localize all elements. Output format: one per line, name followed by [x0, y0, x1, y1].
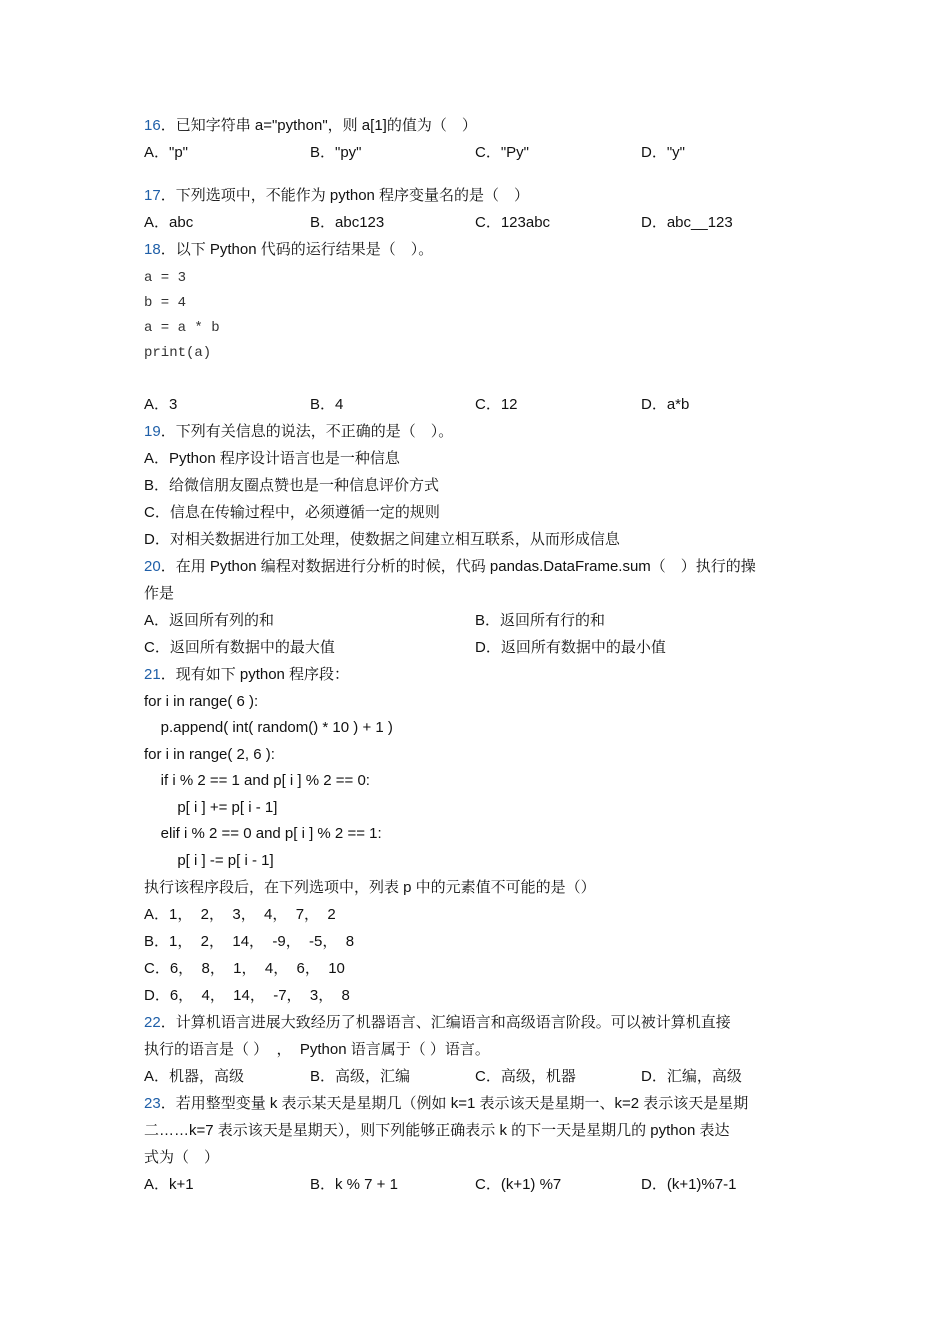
option-b: B．"py" — [310, 144, 362, 161]
option-a: A．Python 程序设计语言也是一种信息 — [144, 450, 400, 467]
option-d: D．(k+1)%7-1 — [641, 1176, 737, 1193]
question-number: 16 — [144, 117, 161, 134]
option-b: B．给微信朋友圈点赞也是一种信息评价方式 — [144, 477, 440, 494]
code-line: p.append( int( random() * 10 ) + 1 ) — [144, 719, 393, 736]
option-d: D．a*b — [641, 396, 690, 413]
question-number: 23 — [144, 1095, 161, 1112]
option-c: C．返回所有数据中的最大值 — [144, 639, 335, 656]
question-22-stem — [144, 1013, 731, 1033]
option-b: B．abc123 — [310, 214, 385, 231]
option-a: A．abc — [144, 214, 194, 231]
option-b: B．k % 7 + 1 — [310, 1176, 398, 1193]
code-line: for i in range( 2, 6 ): — [144, 746, 275, 763]
option-b: B．返回所有行的和 — [475, 612, 606, 629]
code-line: a = 3 — [144, 270, 187, 286]
question-text: ．已知字符串 a="python"，则 a[1]的值为（ ） — [160, 117, 477, 134]
option-b: B．高级，汇编 — [310, 1068, 411, 1085]
code-line: a = a * b — [144, 320, 220, 336]
option-c: C．"Py" — [475, 144, 529, 161]
question-text-continued: 二……k=7 表示该天是星期天），则下列能够正确表示 k 的下一天是星期几的 python 表达 — [144, 1122, 730, 1139]
option-d: D．abc__123 — [641, 214, 733, 231]
option-c: C．(k+1) %7 — [475, 1176, 562, 1193]
code-line: p[ i ] += p[ i - 1] — [144, 799, 278, 816]
option-c: C．信息在传输过程中，必须遵循一定的规则 — [144, 504, 440, 521]
option-d: D．汇编，高级 — [641, 1068, 742, 1085]
code-line: elif i % 2 == 0 and p[ i ] % 2 == 1: — [144, 825, 382, 842]
option-c: C．高级，机器 — [475, 1068, 576, 1085]
question-text-continued: 执行该程序段后，在下列选项中，列表 p 中的元素值不可能的是（） — [144, 879, 596, 896]
question-text: ．下列有关信息的说法，不正确的是（ ）。 — [160, 423, 454, 440]
question-number: 20 — [144, 558, 161, 575]
option-a: A．"p" — [144, 144, 188, 161]
option-d: D．"y" — [641, 144, 685, 161]
question-number: 21 — [144, 666, 161, 683]
option-d: D．返回所有数据中的最小值 — [475, 639, 666, 656]
option-d: D．对相关数据进行加工处理，使数据之间建立相互联系，从而形成信息 — [144, 531, 620, 548]
question-20-stem — [144, 557, 756, 577]
option-a: A．1， 2， 3， 4， 7， 2 — [144, 906, 336, 923]
option-a: A．3 — [144, 396, 178, 413]
question-text: ．以下 Python 代码的运行结果是（ ）。 — [160, 241, 434, 258]
question-17-stem — [144, 186, 529, 206]
question-text: ．现有如下 python 程序段： — [160, 666, 350, 683]
code-line: print(a) — [144, 345, 212, 361]
option-c: C．123abc — [475, 214, 551, 231]
option-d: D．6， 4， 14， -7， 3， 8 — [144, 987, 350, 1004]
question-21-stem — [144, 665, 349, 685]
question-text: ．下列选项中，不能作为 python 程序变量名的是（ ） — [160, 187, 530, 204]
option-c: C．6， 8， 1， 4， 6， 10 — [144, 960, 345, 977]
option-a: A．机器，高级 — [144, 1068, 245, 1085]
question-16-stem — [144, 116, 477, 136]
question-text-continued: 作是 — [144, 585, 175, 602]
option-b: B．1， 2， 14， -9， -5， 8 — [144, 933, 355, 950]
option-a: A．k+1 — [144, 1176, 194, 1193]
option-a: A．返回所有列的和 — [144, 612, 275, 629]
question-text-continued: 式为（ ） — [144, 1149, 220, 1166]
question-text: ．在用 Python 编程对数据进行分析的时候，代码 pandas.DataFrame.sum（ ）执行的操 — [160, 558, 756, 575]
question-18-stem — [144, 240, 433, 260]
question-number: 19 — [144, 423, 161, 440]
question-number: 17 — [144, 187, 161, 204]
code-line: p[ i ] -= p[ i - 1] — [144, 852, 274, 869]
question-number: 18 — [144, 241, 161, 258]
option-c: C．12 — [475, 396, 518, 413]
question-number: 22 — [144, 1014, 161, 1031]
code-line: b = 4 — [144, 295, 187, 311]
code-line: if i % 2 == 1 and p[ i ] % 2 == 0: — [144, 772, 370, 789]
question-text: ．若用整型变量 k 表示某天是星期几（例如 k=1 表示该天是星期一、k=2 表示该天是星期 — [160, 1095, 749, 1112]
question-text: ．计算机语言进展大致经历了机器语言、汇编语言和高级语言阶段。可以被计算机直接 — [160, 1014, 731, 1031]
option-b: B．4 — [310, 396, 344, 413]
question-23-stem — [144, 1094, 748, 1114]
code-line: for i in range( 6 ): — [144, 693, 259, 710]
question-text-continued: 执行的语言是（ ） ， Python 语言属于（ ）语言。 — [144, 1041, 490, 1058]
question-19-stem — [144, 422, 453, 442]
